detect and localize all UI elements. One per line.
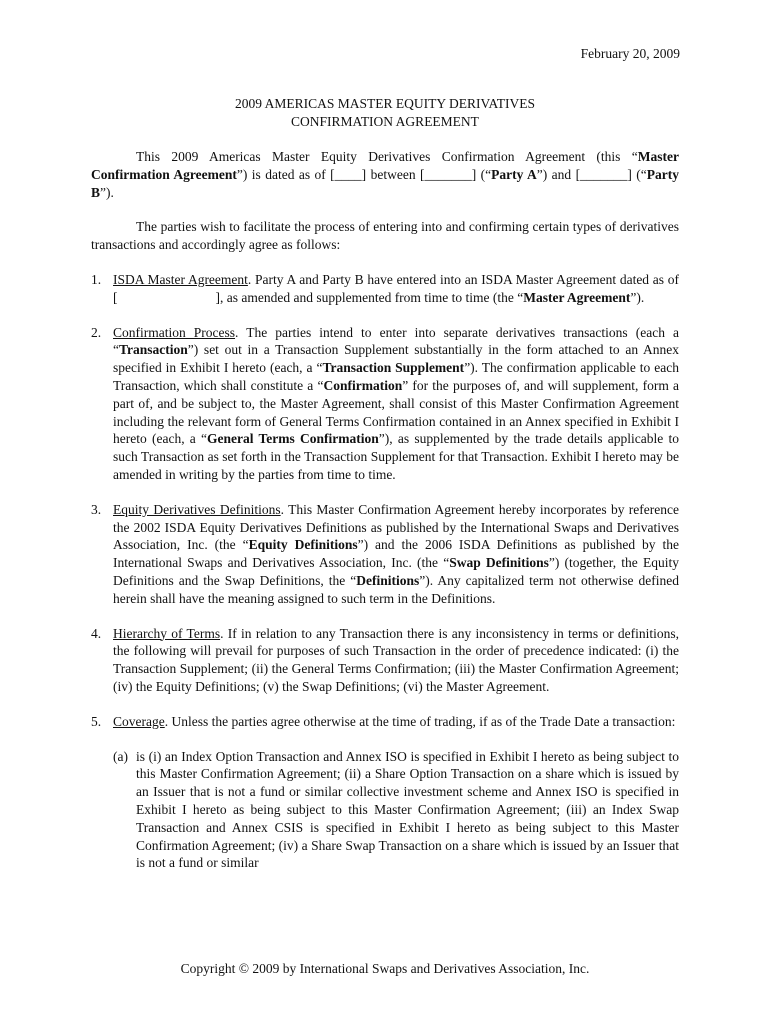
- title-line-1: 2009 AMERICAS MASTER EQUITY DERIVATIVES: [234, 96, 535, 111]
- intro-text: ”) is dated as of [____] between [_______] (“: [236, 166, 492, 182]
- defined-term: Master Confirmation Agreement: [91, 149, 679, 182]
- section-text-run: . This Master Confirmation Agreement hereby incorporates by reference the 2002 ISDA Equity Derivatives Definitions as published by the International Swaps and Derivatives Association, Inc. (the “: [113, 501, 679, 553]
- section-text-run: ”) and the 2006 ISDA Definitions as published by the International Swaps and Derivatives Association, Inc. (the “: [113, 537, 679, 571]
- defined-term: Swap Definitions: [449, 555, 549, 571]
- defined-term: Definitions: [356, 572, 420, 588]
- document-body: [91, 148, 679, 872]
- document-title: [0, 95, 770, 131]
- section-text-run: ”) set out in a Transaction Supplement substantially in the form attached to an Annex specified in Exhibit I hereto (each, a “: [113, 342, 679, 376]
- section-text-run: . The parties intend to enter into separate derivatives transactions (each a “: [113, 324, 679, 358]
- section-text-run: ”), as supplemented by the trade details applicable to such Transaction as set forth in the Transaction Supplement for that Transaction. Exhibit I hereto may be amended in writing by the parties from time to time.: [113, 431, 679, 482]
- section-text: [113, 625, 679, 696]
- intro-text: ”) and [_______] (“: [536, 166, 647, 182]
- section-text: [113, 324, 679, 484]
- subsection-text: is (i) an Index Option Transaction and Annex ISO is specified in Exhibit I hereto as being subject to this Master Confirmation Agreement; (ii) a Share Option Transaction on a share which is issued by an Issuer that is not a fund or similar collective investment scheme and Annex ISO is specified in Exhibit I hereto as being subject to this Master Confirmation Agreement; (iii) an Index Swap Transaction and Annex CSIS is specified in Exhibit I hereto as being subject to this Master Confirmation Agreement; (iv) a Share Swap Transaction on a share which is issued by an Issuer that is not a fund or similar: [136, 748, 679, 871]
- subsection-number: (a): [113, 748, 128, 764]
- subsection-5a: [113, 748, 679, 873]
- section-text: [113, 271, 679, 307]
- section-3: [91, 501, 679, 608]
- section-text-run: ”) (together, the Equity Definitions and the Swap Definitions, the “: [113, 555, 679, 588]
- section-text-run: ”). Any capitalized term not otherwise defined herein shall have the meaning assigned to such term in the Definitions.: [113, 572, 679, 606]
- defined-term: Transaction Supplement: [322, 360, 465, 376]
- section-text-run: . Party A and Party B have entered into an ISDA Master Agreement dated as of [: [113, 271, 679, 305]
- section-heading: Coverage: [113, 713, 165, 729]
- section-2: [91, 324, 679, 484]
- defined-term: Transaction: [119, 342, 188, 358]
- defined-term: Master Agreement: [523, 289, 631, 305]
- section-text-run: . Unless the parties agree otherwise at the time of trading, if as of the Trade Date a transaction:: [164, 713, 676, 729]
- section-text-run: ], as amended and supplemented from time to time (the “: [215, 289, 524, 305]
- title-line-2: CONFIRMATION AGREEMENT: [291, 114, 479, 129]
- section-4: [91, 625, 679, 696]
- section-number: 1.: [91, 271, 102, 287]
- section-text-run: ”). The confirmation applicable to each Transaction, which shall constitute a “: [113, 360, 679, 393]
- section-5: [91, 713, 679, 731]
- section-number: 4.: [91, 625, 102, 641]
- defined-term: General Terms Confirmation: [207, 431, 379, 447]
- section-number: 3.: [91, 501, 102, 517]
- section-text: [113, 501, 679, 608]
- section-heading: Confirmation Process: [113, 324, 236, 340]
- section-number: 5.: [91, 713, 102, 729]
- section-heading: ISDA Master Agreement: [113, 271, 248, 287]
- intro-text: This 2009 Americas Master Equity Derivatives Confirmation Agreement (this “: [136, 149, 638, 164]
- purpose-paragraph: The parties wish to facilitate the process of entering into and confirming certain types of derivatives transactions and accordingly agree as follows:: [91, 219, 679, 253]
- section-text-run: ”).: [630, 289, 645, 305]
- section-text: [113, 713, 679, 731]
- section-1: [91, 271, 679, 307]
- section-text-run: ” for the purposes of, and will supplement, form a part of, and be subject to, the Master Agreement, shall consist of this Master Confirmation Agreement including the relevant form of General Terms Confirmation contained in an Annex specified in Exhibit I hereto (each, a “: [113, 377, 679, 447]
- intro-text: ”).: [100, 184, 114, 200]
- section-text-run: . If in relation to any Transaction there is any inconsistency in terms or definitions, the following will prevail for purposes of such Transaction in the order of precedence indicated: (i) the Transaction Supplement; (ii) the General Terms Confirmation; (iii) the Master Confirmation Agreement; (iv) the Equity Definitions; (v) the Swap Definitions; (vi) the Master Agreement.: [113, 625, 680, 694]
- defined-term: Party B: [91, 166, 679, 200]
- section-heading: Hierarchy of Terms: [113, 625, 221, 641]
- document-date: February 20, 2009: [580, 46, 680, 61]
- defined-term: Party A: [491, 166, 537, 182]
- intro-paragraph: [91, 148, 679, 201]
- copyright-footer: Copyright © 2009 by International Swaps and Derivatives Association, Inc.: [180, 961, 590, 976]
- defined-term: Confirmation: [323, 377, 403, 393]
- defined-term: Equity Definitions: [248, 537, 358, 553]
- section-heading: Equity Derivatives Definitions: [113, 501, 281, 517]
- section-number: 2.: [91, 324, 102, 340]
